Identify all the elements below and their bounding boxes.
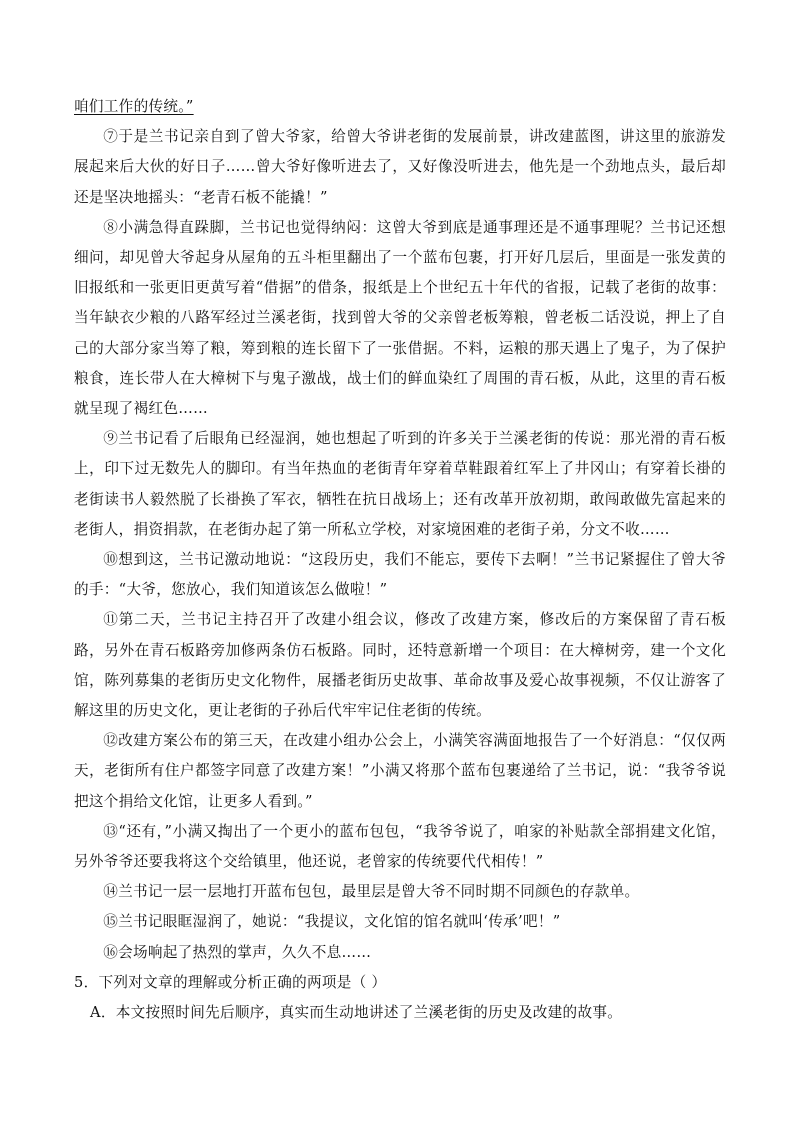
- paragraph-10: ⑩想到这，兰书记激动地说：“这段历史，我们不能忘，要传下去啊！”兰书记紧握住了曾大爷的手：“大爷，您放心，我们知道该怎么做啦！”: [74, 551, 726, 599]
- paragraph-16: ⑯会场响起了热烈的掌声，久久不息……: [103, 943, 372, 961]
- paragraph-13: ⑬“还有，”小满又掏出了一个更小的蓝布包包，“我爷爷说了，咱家的补贴款全部捐建文化馆，另外爷爷还要我将这个交给镇里，他还说，老曾家的传统要代代相传！”: [74, 822, 726, 871]
- intro-line: [74, 92, 726, 122]
- paragraph-11: ⑪第二天，兰书记主持召开了改建小组会议，修改了改建方案，修改后的方案保留了青石板路，另外在青石板路旁加修两条仿石板路。同时，还特意新增一个项目：在大樟树旁，建一个文化馆，陈列募集的老街历史文化物件，展播老街历史故事、革命故事及爱心故事视频，不仅让游客了解这里的历史文化，更让老街的子孙后代牢牢记住老街的传统。: [74, 611, 726, 720]
- underlined-quote-end: 咱们工作的传统。”: [74, 98, 194, 115]
- paragraph-15: ⑮兰书记眼眶湿润了，她说：“我提议，文化馆的馆名就叫‘传承’吧！”: [103, 913, 561, 931]
- paragraph-8: ⑧小满急得直跺脚，兰书记也觉得纳闷：这曾大爷到底是通事理还是不通事理呢？兰书记还想细问，却见曾大爷起身从屋角的五斗柜里翻出了一个蓝布包裹，打开好几层后，里面是一张发黄的旧报纸和一张更旧更黄写着“借据”的借条，报纸是上个世纪五十年代的省报，记载了老街的故事：当年缺衣少粮的八路军经过兰溪老街，找到曾大爷的父亲曾老板筹粮，曾老板二话没说，押上了自己的大部分家当筹了粮，筹到粮的连长留下了一张借据。不料，运粮的那天遇上了鬼子，为了保护粮食，连长带人在大樟树下与鬼子激战，战士们的鲜血染红了周围的青石板，从此，这里的青石板就呈现了褐红色……: [74, 218, 726, 418]
- question-5-stem: 5．下列对文章的理解或分析正确的两项是（ ）: [74, 973, 387, 991]
- paragraph-7: ⑦于是兰书记亲自到了曾大爷家，给曾大爷讲老街的发展前景，讲改建蓝图，讲这里的旅游发展起来后大伙的好日子……曾大爷好像听进去了，又好像没听进去，他先是一个劲地点头，最后却还是坚决地摇头：“老青石板不能撬！”: [74, 128, 726, 206]
- article-body: [74, 92, 726, 1028]
- paragraph-12: ⑫改建方案公布的第三天，在改建小组办公会上，小满笑容满面地报告了一个好消息：“仅仅两天，老街所有住户都签字同意了改建方案！”小满又将那个蓝布包裹递给了兰书记，说：“我爷爷说把这个捐给文化馆，让更多人看到。”: [74, 732, 726, 810]
- paragraph-14: ⑭兰书记一层一层地打开蓝布包包，最里层是曾大爷不同时期不同颜色的存款单。: [103, 883, 640, 901]
- paragraph-9: ⑨兰书记看了后眼角已经湿润，她也想起了听到的许多关于兰溪老街的传说：那光滑的青石板上，印下过无数先人的脚印。有当年热血的老街青年穿着草鞋跟着红军上了井冈山；有穿着长褂的老街读书人毅然脱了长褂换了军衣，牺牲在抗日战场上；还有改革开放初期，敢闯敢做先富起来的老街人，捐资捐款，在老街办起了第一所私立学校，对家境困难的老街子弟，分文不收……: [74, 430, 726, 538]
- question-5-option-a: A．本文按照时间先后顺序，真实而生动地讲述了兰溪老街的历史及改建的故事。: [90, 1004, 623, 1022]
